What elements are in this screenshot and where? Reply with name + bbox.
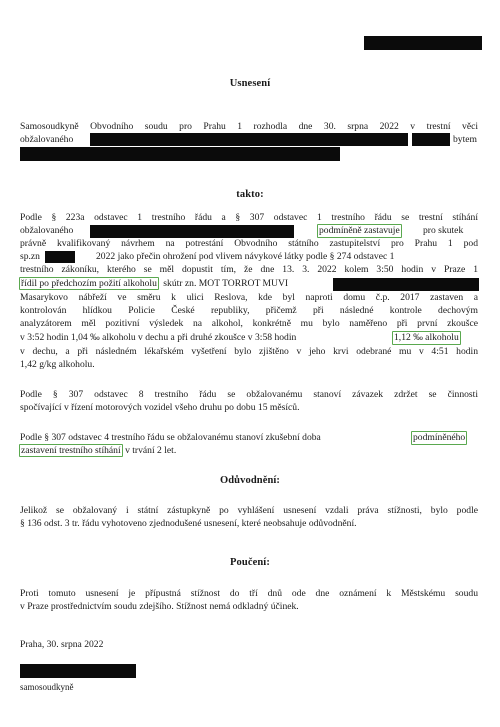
p1-line-1: Podle § 223a odstavec 1 trestního řádu a § 307 odstavec 1 trestního řádu se trestní stíhání bbox=[20, 212, 478, 223]
highlight-podminene-zastavuje: podmíněně zastavuje bbox=[319, 225, 400, 236]
p3-line-2: zastavení trestního stíhání v trvání 2 let. bbox=[21, 445, 177, 456]
p1-line-7: Masarykovo nábřeží ve směru k ulici Reslova, kde byl naproti domu č.p. 2017 zastaven a bbox=[20, 292, 478, 303]
intro-line-2: obžalovaného bytem bbox=[20, 134, 477, 145]
p1-line-10: v 3:52 hodin 1,04 ‰ alkoholu v dechu a při druhé zkoušce v 3:58 hodin 1,12 ‰ alkoholu bbox=[20, 332, 459, 343]
p2-line-2: spočívající v řízení motorových vozidel všeho druhu po dobu 15 měsíců. bbox=[20, 402, 300, 413]
highlight-podmineneho: podmíněného bbox=[413, 432, 466, 443]
p1-line-4: sp.zn 2022 jako přečin ohrožení pod vlivem návykové látky podle § 274 odstavec 1 bbox=[20, 251, 395, 262]
oduvodneni-heading: Odůvodnění: bbox=[219, 475, 281, 486]
pouceni-line-2: v Praze prostřednictvím soudu zdejšího. Stížnost nemá odkladný účinek. bbox=[20, 601, 299, 612]
intro-line-1: Samosoudkyně Obvodního soudu pro Prahu 1 rozhodla dne 30. srpna 2022 v trestní věci bbox=[20, 121, 478, 132]
redaction-defendant-address bbox=[20, 147, 340, 161]
document-title: Usnesení bbox=[229, 78, 271, 89]
p1-line-8: kontrolován hlídkou Policie České republiky, přičemž při následné kontrole dechovým bbox=[20, 305, 478, 316]
place-date: Praha, 30. srpna 2022 bbox=[20, 639, 104, 650]
highlight-alcohol-value: 1,12 ‰ alkoholu bbox=[394, 332, 459, 343]
redaction-defendant-birth bbox=[412, 133, 450, 146]
intro-bytem: bytem bbox=[453, 134, 477, 145]
pouceni-line-1: Proti tomuto usnesení je přípustná stížnost do tří dnů ode dne oznámení k Městskému soudu bbox=[20, 588, 478, 599]
signer-role: samosoudkyně bbox=[20, 682, 74, 692]
redaction-case-number bbox=[45, 251, 75, 263]
p1-line-5: trestního zákoníku, kterého se měl dopustit tím, že dne 13. 3. 2022 kolem 3:50 hodin v Praze 1 bbox=[20, 264, 478, 275]
p2-line-1: Podle § 307 odstavec 8 trestního řádu se obžalovanému stanoví závazek zdržet se činnosti bbox=[20, 389, 478, 400]
p1-line-3: právně kvalifikovaný návrhem na potrestání Obvodního státního zastupitelství pro Prahu 1 pod bbox=[20, 238, 478, 249]
p1-line-6: řídil po předchozím požití alkoholu skútr zn. MOT TORROT MUVI bbox=[21, 278, 289, 289]
p3-line-1: Podle § 307 odstavec 4 trestního řádu se obžalovanému stanoví zkušební doba podmíněného bbox=[20, 432, 466, 443]
redaction-plate bbox=[333, 278, 479, 291]
redaction-signature bbox=[20, 664, 136, 678]
redaction-defendant-name bbox=[90, 133, 408, 146]
highlight-ridil-po-alkoholu: řídil po předchozím požití alkoholu bbox=[21, 278, 157, 289]
p1-line-2: obžalovaného podmíněně zastavuje pro skutek bbox=[20, 225, 464, 236]
p1-line-12: 1,42 g/kg alkoholu. bbox=[20, 359, 95, 370]
p1-line-11: v dechu, a při následném lékařském vyšetření bylo zjištěno v jeho krvi odebrané mu v 4:51 hodin bbox=[20, 346, 478, 357]
oduvodneni-line-1: Jelikož se obžalovaný i státní zástupkyně po vyhlášení usnesení vzdali práva stížnosti, bylo podle bbox=[20, 505, 478, 516]
oduvodneni-line-2: § 136 odst. 3 tr. řádu vyhotoveno zjednodušené usnesení, které neobsahuje odůvodnění. bbox=[20, 518, 357, 529]
takto-heading: takto: bbox=[236, 189, 264, 200]
redaction-header bbox=[364, 36, 482, 50]
pouceni-heading: Poučení: bbox=[230, 557, 270, 568]
highlight-zastaveni-stihani: zastavení trestního stíhání bbox=[21, 445, 121, 456]
redaction-p1-name bbox=[90, 225, 294, 238]
p1-line-9: analyzátorem měl pozitivní výsledek na alkohol, konkrétně mu bylo naměřeno při první zkoušce bbox=[20, 318, 478, 329]
